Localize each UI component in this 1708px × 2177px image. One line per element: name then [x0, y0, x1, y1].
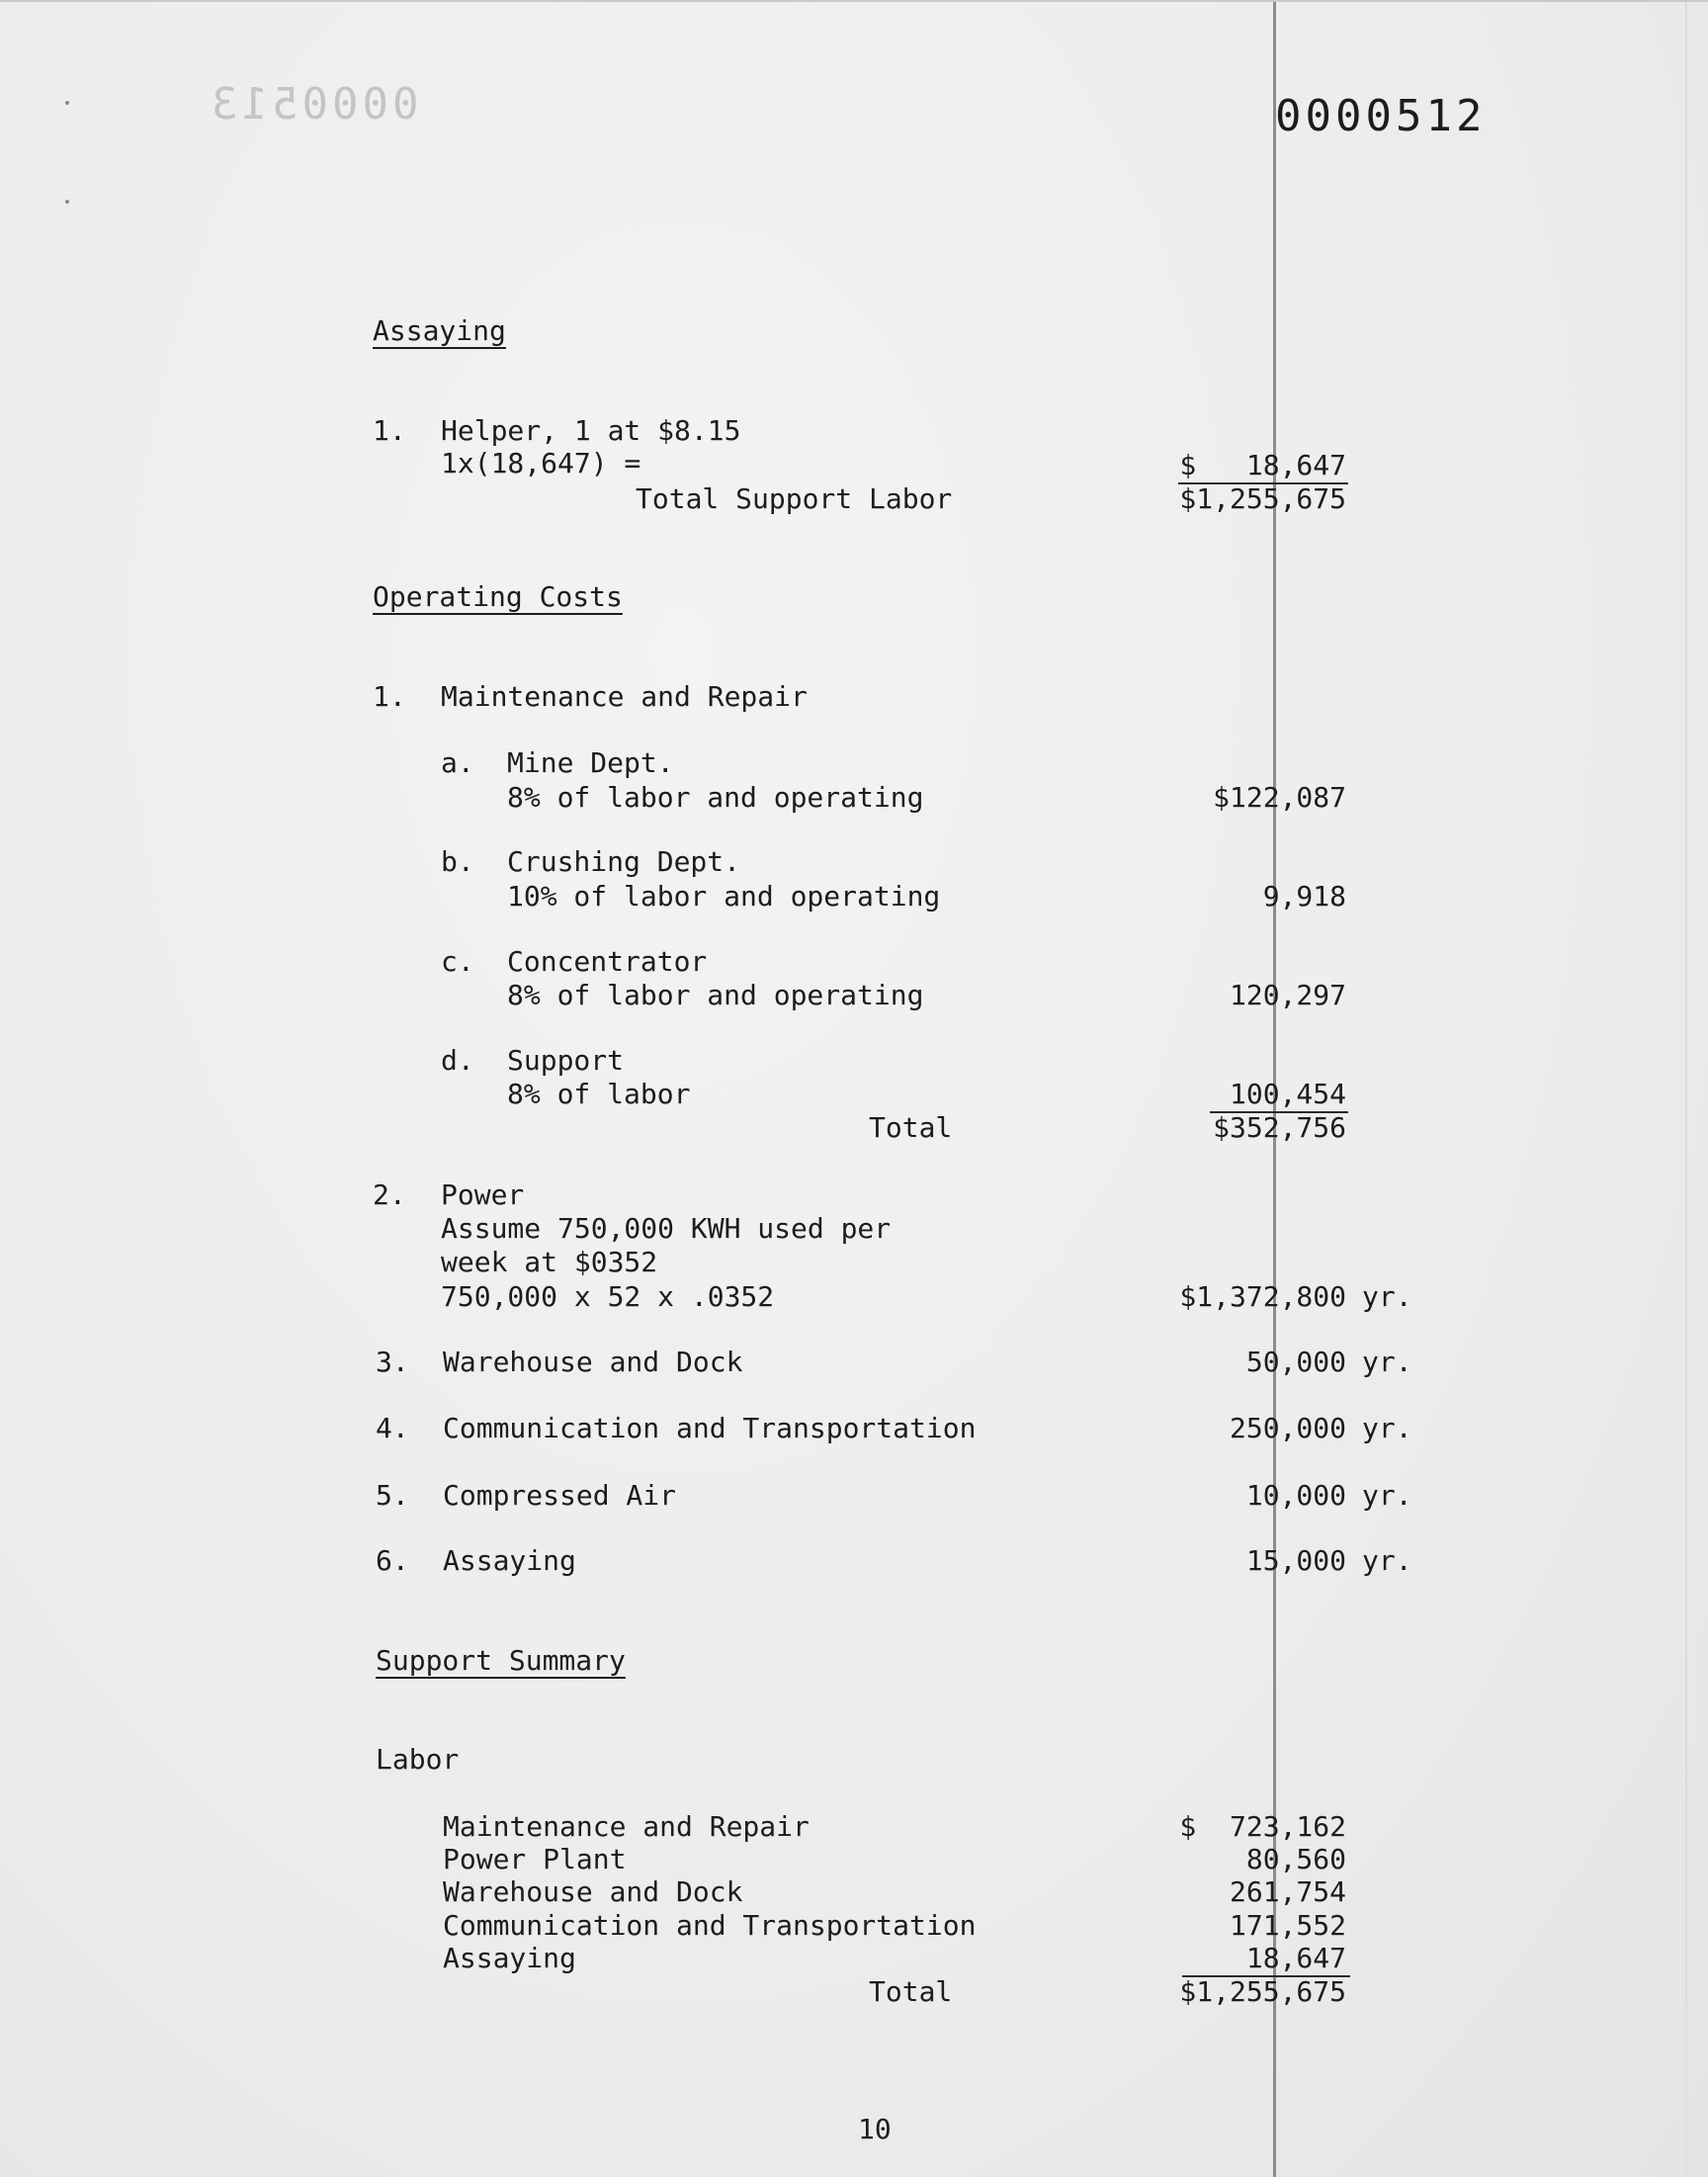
summary-total-amount: $1,255,675: [1179, 1975, 1346, 2008]
mine-dept-label: Mine Dept.: [507, 746, 674, 779]
power-line3: 750,000 x 52 x .0352: [441, 1280, 775, 1313]
item-number: 1.: [373, 414, 406, 447]
assaying-heading: Assaying: [373, 314, 506, 347]
summary-row-label: Warehouse and Dock: [443, 1875, 743, 1908]
summary-row-label: Power Plant: [443, 1843, 627, 1875]
sub-letter: c.: [441, 945, 474, 978]
support-summary-heading: Support Summary: [376, 1644, 626, 1677]
compressed-air-amount: 10,000: [1245, 1479, 1346, 1512]
concentrator-label: Concentrator: [507, 945, 708, 978]
assaying-line2: 1x(18,647) =: [441, 447, 641, 479]
total-support-labor-amount: $1,255,675: [1179, 482, 1346, 515]
power-amount: $1,372,800: [1179, 1280, 1346, 1313]
sub-letter: a.: [441, 746, 474, 779]
crushing-dept-amount: 9,918: [1262, 880, 1346, 913]
sub-letter: b.: [441, 845, 474, 878]
summary-row-label: Assaying: [443, 1942, 576, 1974]
concentrator-desc: 8% of labor and operating: [507, 979, 924, 1011]
summary-row-label: Communication and Transportation: [443, 1909, 977, 1942]
assaying-cost-unit: yr.: [1362, 1544, 1412, 1577]
item-number: 5.: [376, 1479, 409, 1512]
summary-row-label: Maintenance and Repair: [443, 1810, 810, 1843]
operating-costs-heading: Operating Costs: [373, 580, 623, 613]
support-amount: 100,454: [1229, 1078, 1346, 1110]
item-number: 3.: [376, 1346, 409, 1378]
speck: [65, 101, 69, 105]
communication-label: Communication and Transportation: [443, 1412, 977, 1444]
power-line2: week at $0352: [441, 1246, 658, 1278]
communication-amount: 250,000: [1229, 1412, 1346, 1444]
labor-label: Labor: [376, 1743, 460, 1776]
power-label: Power: [441, 1178, 525, 1211]
sub-letter: d.: [441, 1044, 474, 1077]
total-support-labor-label: Total Support Labor: [636, 482, 953, 515]
summary-row-amount: 80,560: [1245, 1843, 1346, 1875]
maintenance-total-label: Total: [869, 1111, 953, 1144]
mine-dept-amount: $122,087: [1213, 781, 1346, 814]
item-number: 4.: [376, 1412, 409, 1444]
power-unit: yr.: [1362, 1280, 1412, 1313]
compressed-air-label: Compressed Air: [443, 1479, 677, 1512]
assaying-cost-label: Assaying: [443, 1544, 576, 1577]
summary-total-label: Total: [869, 1975, 953, 2008]
support-label: Support: [507, 1044, 625, 1077]
assaying-cost-amount: 15,000: [1245, 1544, 1346, 1577]
crushing-dept-desc: 10% of labor and operating: [507, 880, 941, 913]
support-desc: 8% of labor: [507, 1078, 691, 1110]
warehouse-amount: 50,000: [1245, 1346, 1346, 1378]
assaying-amount: $ 18,647: [1179, 449, 1346, 481]
summary-row-amount: $ 723,162: [1179, 1810, 1346, 1843]
maintenance-total-amount: $352,756: [1213, 1111, 1346, 1144]
communication-unit: yr.: [1362, 1412, 1412, 1444]
maintenance-label: Maintenance and Repair: [441, 680, 808, 713]
crushing-dept-label: Crushing Dept.: [507, 845, 741, 878]
summary-row-amount: 171,552: [1229, 1909, 1346, 1942]
item-number: 6.: [376, 1544, 409, 1577]
assaying-line1: Helper, 1 at $8.15: [441, 414, 741, 447]
power-line1: Assume 750,000 KWH used per: [441, 1212, 892, 1245]
bleed-through-stamp: 0000513: [208, 79, 419, 130]
warehouse-unit: yr.: [1362, 1346, 1412, 1378]
summary-row-amount: 261,754: [1229, 1875, 1346, 1908]
concentrator-amount: 120,297: [1229, 979, 1346, 1011]
item-number: 1.: [373, 680, 406, 713]
page-number: 10: [858, 2113, 892, 2145]
bates-stamp: 0000512: [1275, 91, 1487, 141]
speck: [65, 200, 69, 204]
summary-row-amount: 18,647: [1245, 1942, 1346, 1974]
warehouse-label: Warehouse and Dock: [443, 1346, 743, 1378]
mine-dept-desc: 8% of labor and operating: [507, 781, 924, 814]
item-number: 2.: [373, 1178, 406, 1211]
page-edge: [1685, 2, 1687, 2177]
compressed-air-unit: yr.: [1362, 1479, 1412, 1512]
